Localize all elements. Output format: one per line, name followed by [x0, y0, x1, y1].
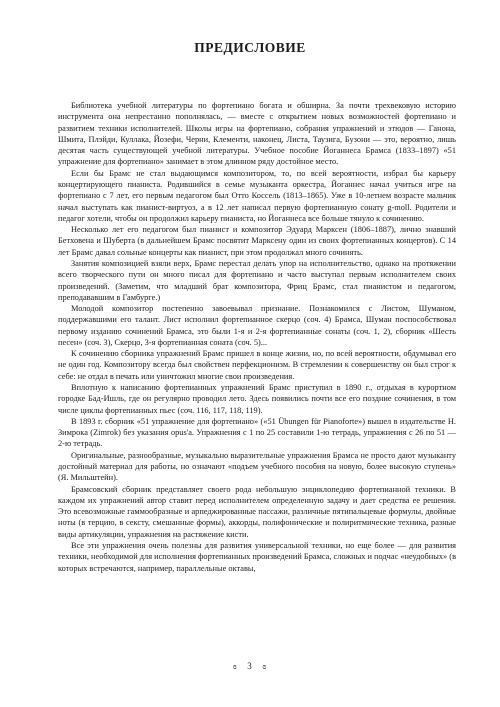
- paragraph: Несколько лет его педагогом был пианист и композитор Эдуард Марксен (1806–1887), лично знавший Бетховена и Шуберта (в дальнейшем Брамс посвятит Марксену один из своих фортепианных концертов). С 14 лет Брамс давал сольные концерты как пианист, при этом продолжал много сочинять.: [58, 225, 456, 257]
- paragraph: Оригинальные, разнообразные, музыкально выразительные упражнения Брамса не просто дают музыканту достойный материал для работы, но означают «подъем учебного пособия на новую, более высокую ступень» (Я. Мильштейн).: [58, 450, 456, 483]
- paragraph: В 1893 г. сборник «51 упражнение для фортепиано» («51 Übungen für Pianoforte») вышел в издательстве Н. Зимрока (Zimrok) без указания opus'а. Упражнения с 1 по 25 составили 1-ю тетрадь, упражнения с 26 по 51 — 2-ю тетрадь.: [58, 416, 456, 449]
- paragraph: Вплотную к написанию фортепианных упражнений Брамс приступил в 1890 г., отдыхая в курортном городке Бад-Ишль, где он регулярно проводил лето. Здесь появились почти все его поздние сочинения, в том числе циклы фортепианных пьес (соч. 116, 117, 118, 119).: [58, 383, 456, 415]
- ornament-right-icon: ɞ: [262, 662, 268, 671]
- paragraph: Молодой композитор постепенно завоевывал признание. Познакомился с Листом, Шуманом, поддержавшими его талант. Лист исполнил фортепианное скерцо (соч. 4) Брамса, Шуман поспособствовал первому изданию сочинений Брамса, это были 1-я и 2-я фортепианные сонаты (соч. 1, 2), сборник «Шесть песен» (соч. 3), Скерцо, 3-я фортепианная соната (соч. 5)...: [58, 304, 456, 347]
- paragraph: Брамсовский сборник представляет своего рода небольшую энциклопедию фортепианной техники. В каждом их упражнений автор ставит перед исполнителем определенную задачу и дает средства ее решения. Это всевозможные гаммообразные и арпеджированные пассажи, различные пятипальцевые формулы, двойные ноты (в терцию, в сексту, смешанные формы), аккорды, полифонические и полиритмические техника, разные виды артикуляции, упражнения на растяжение кисти.: [58, 484, 456, 539]
- paragraph: Библиотека учебной литературы по фортепиано богата и обширна. За почти трехвековую историю инструмента она непрестанно пополнялась, — вместе с открытием новых возможностей фортепиано и развитием техники исполнителей. Школы игры на фортепиано, собрания упражнений и этюдов — Ганона, Шмита, Плэйди, Куллака, Йозефи, Черни, Клементи, наконец, Листа, Таузига, Бузони — это, вероятно, лишь десятая часть существующей учебной литературы. Учебное пособие Йоганнеса Брамса (1833–1897) «51 упражнение для фортепиано» занимает в этом длинном ряду достойное место.: [58, 101, 456, 167]
- page-title: ПРЕДИСЛОВИЕ: [194, 40, 306, 55]
- page-footer: [0, 661, 500, 671]
- page-number: 3: [247, 661, 253, 671]
- preface-body: [58, 100, 456, 574]
- paragraph: К сочинению сборника упражнений Брамс пришел в конце жизни, но, по всей вероятности, обдумывал его не один год. Композитору всегда был свойствен перфекционизм. В стремлении к совершенству он был строг к себе: не отдал в печать или уничтожил многие свои произведения.: [58, 349, 456, 381]
- paragraph: Если бы Брамс не стал выдающимся композитором, то, по всей вероятности, избрал бы карьеру концертирующего пианиста. Родившийся в семье музыканта оркестра, Йоганнес начал учиться игре на фортепиано с 7 лет, его первым педагогом был Отто Коссель (1813–1865). Уже в 10-летнем возрасте мальчик начал выступать как пианист-виртуоз, а в 12 лет написал первую фортепианную сонату g-moll. Родители и педагог хотели, чтобы он продолжил карьеру пианиста, но Йоганнеса все больше тянуло к сочинению.: [58, 168, 456, 223]
- paragraph: Все эти упражнения очень полезны для развития универсальной техники, но еще более — для развития техники, необходимой для исполнения фортепианных произведений Брамса, сложных и подчас «неудобных» (в которых встречаются, например, параллельные октавы,: [58, 540, 457, 573]
- ornament-left-icon: ɞ: [232, 662, 238, 671]
- paragraph: Занятия композицией взяли верх, Брамс перестал делать упор на исполнительство, однако на протяжении всего творческого пути он много писал для фортепиано и часто выступал первым исполнителем своих произведений. (Заметим, что младший брат композитора, Фриц Брамс, стал пианистом и педагогом, преподававшим в Гамбурге.): [58, 258, 456, 302]
